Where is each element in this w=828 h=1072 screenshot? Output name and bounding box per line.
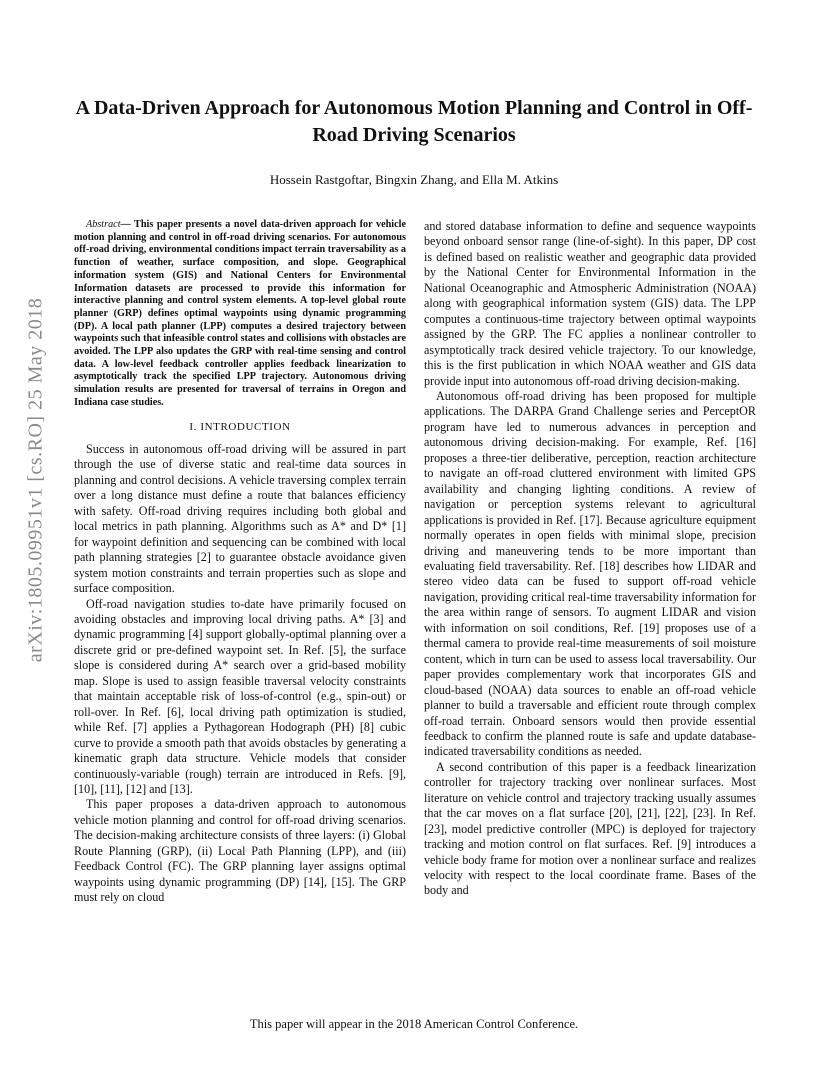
body-paragraph: Autonomous off-road driving has been proposed for multiple applications. The DARPA Grand Challenge series and PerceptOR program have led to numerous advances in perception and autonomous driving decision-making. For example, Ref. [16] proposes a three-tier deliberative, perception, reaction architecture to navigate an off-road cluttered environment with limited GPS availability and changing lighting conditions. A review of navigation or perception systems relevant to agricultural applications is provided in Ref. [17]. Because agriculture equipment normally operates in open fields with minimal slope, precision driving and maneuvering tends to be more important than evaluating field traversability. Ref. [18] describes how LIDAR and stereo video data can be fused to support off-road vehicle navigation, providing critical real-time traversability information for the area within range of sensors. To augment LIDAR and vision with information on soil conditions, Ref. [19] proposes use of a thermal camera to provide real-time measurements of soil moisture content, which in turn can be used to assess local traversability. Our paper provides complementary work that incorporates GIS and cloud-based (NOAA) data sources to enable an off-road vehicle planner to build a traversable and efficient route through complex off-road terrain. Onboard sensors would then provide essential feedback to confirm the planned route is safe and update database-indicated traversability conditions as needed.	[424, 388, 756, 759]
arxiv-identifier: arXiv:1805.09951v1 [cs.RO] 25 May 2018	[24, 297, 47, 663]
left-column	[74, 219, 406, 906]
arxiv-sidebar-stamp	[20, 270, 52, 690]
footer-note: This paper will appear in the 2018 American Control Conference.	[249, 1017, 579, 1031]
abstract	[74, 219, 406, 410]
body-paragraph: and stored database information to define and sequence waypoints beyond onboard sensor range (line-of-sight). In this paper, DP cost is defined based on realistic weather and geographic data provided by the National Center for Environmental Information in the National Oceanographic and Atmospheric Administration (NOAA) along with geographical information system (GIS) data. The LPP computes a continuous-time trajectory between optimal waypoints assigned by the GRP. The FC applies a nonlinear controller to asymptotically track desired vehicle trajectory. To our knowledge, this is the first publication in which NOAA weather and GIS data provide input into autonomous off-road driving decision-making.	[424, 219, 756, 388]
body-paragraph: A second contribution of this paper is a feedback linearization controller for trajectory tracking over nonlinear surfaces. Most literature on vehicle control and trajectory tracking usually assumes that the car moves on a flat surface [20], [21], [22], [23]. In Ref. [23], model predictive controller (MPC) is deployed for trajectory tracking and motion control on flat surfaces. Ref. [9] introduces a vehicle body frame for motion over a nonlinear surface and realizes velocity with respect to the local coordinate frame. Bases of the body and	[424, 759, 756, 898]
body-paragraph: Off-road navigation studies to-date have primarily focused on avoiding obstacles and improving local driving paths. A* [3] and dynamic programming [4] support globally-optimal planning over a discrete grid or pre-defined waypoint set. In Ref. [5], the surface slope is considered during A* search over a grid-based mobility map. Slope is used to assign feasible traversal velocity constraints that maintain acceptable risk of loss-of-control (e.g., spin-out) or roll-over. In Ref. [6], local driving path optimization is studied, while Ref. [7] applies a Pythagorean Hodograph (PH) [8] cubic curve to provide a smooth path that avoids obstacles by generating a kinematic graph data structure. Vehicle models that consider continuously-variable (rough) terrain are introduced in Refs. [9], [10], [11], [12] and [13].	[74, 596, 406, 796]
abstract-label: Abstract	[86, 219, 121, 230]
paper-title: A Data-Driven Approach for Autonomous Motion Planning and Control in Off-Road Driving Scenarios	[75, 97, 753, 146]
author-list: Hossein Rastgoftar, Bingxin Zhang, and Ella M. Atkins	[269, 172, 559, 187]
right-column	[424, 219, 756, 899]
section-heading: I. INTRODUCTION	[189, 420, 291, 433]
body-paragraph: Success in autonomous off-road driving will be assured in part through the use of diverse static and real-time data sources in planning and control decisions. A vehicle traversing complex terrain over a long distance must define a route that balances efficiency with safety. Off-road driving requires including both global and local metrics in path planning. Algorithms such as A* and D* [1] for waypoint definition and sequencing can be combined with local path planning strategies [2] to guarantee obstacle avoidance given system motion constraints and terrain properties such as slope and surface composition.	[74, 442, 406, 596]
body-paragraph: This paper proposes a data-driven approach to autonomous vehicle motion planning and control for off-road driving scenarios. The decision-making architecture consists of three layers: (i) Global Route Planning (GRP), (ii) Local Path Planning (LPP), and (iii) Feedback Control (FC). The GRP planning layer assigns optimal waypoints using dynamic programming (DP) [14], [15]. The GRP must rely on cloud	[74, 797, 406, 905]
abstract-text: — This paper presents a novel data-driven approach for vehicle motion planning and control in off-road driving scenarios. For autonomous off-road driving, environmental conditions impact terrain traversability as a function of weather, surface composition, and slope. Geographical information system (GIS) and National Centers for Environmental Information datasets are processed to provide this information for interactive planning and control system elements. A top-level global route planner (GRP) defines optimal waypoints using dynamic programming (DP). A local path planner (LPP) computes a desired trajectory between waypoints such that infeasible control states and collisions with obstacles are avoided. The LPP also updates the GRP with real-time sensing and control data. A low-level feedback controller applies feedback linearization to asymptotically track the specified LPP trajectory. Autonomous driving simulation results are presented for traversal of terrains in Oregon and Indiana case studies.	[74, 219, 406, 408]
